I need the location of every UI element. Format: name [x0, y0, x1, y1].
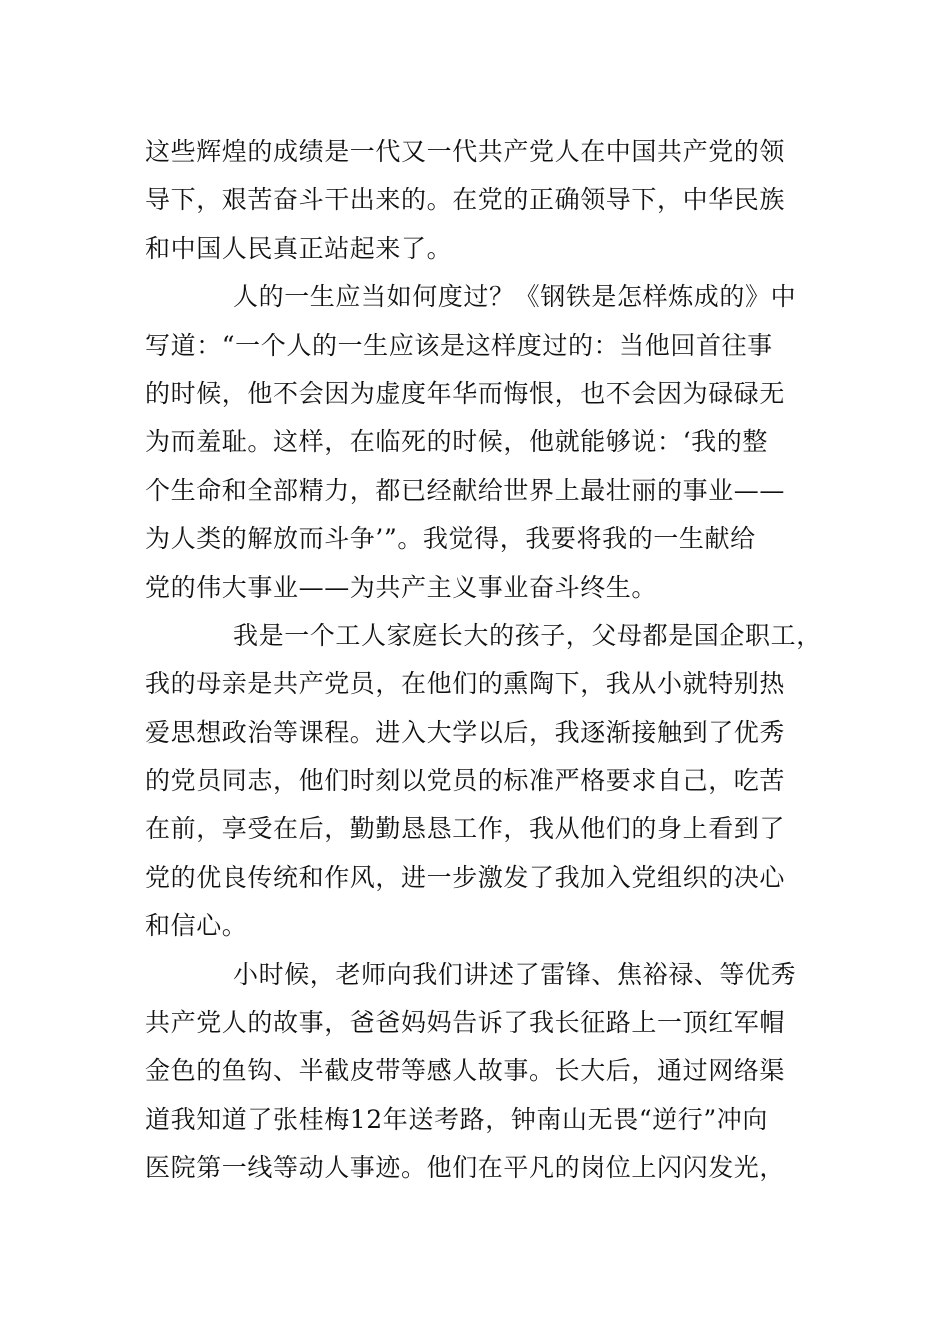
paragraph-line: 个生命和全部精力，都已经献给世界上最壮丽的事业——: [145, 475, 786, 505]
paragraph-line: 导下，艰苦奋斗干出来的。在党的正确领导下，中华民族: [145, 185, 786, 215]
paragraph-line: 和中国人民真正站起来了。: [145, 233, 453, 263]
paragraph-line: 为而羞耻。这样，在临死的时候，他就能够说：‘我的整: [145, 427, 768, 457]
paragraph-4: [145, 951, 810, 1193]
paragraph-1: [145, 128, 810, 273]
paragraph-line: 在前，享受在后，勤勤恳恳工作，我从他们的身上看到了: [145, 814, 786, 844]
paragraph-line: 共产党人的故事，爸爸妈妈告诉了我长征路上一顶红军帽: [145, 1008, 786, 1038]
paragraph-line: 的党员同志，他们时刻以党员的标准严格要求自己，吃苦: [145, 766, 786, 796]
paragraph-2: [145, 273, 810, 612]
paragraph-line: 为人类的解放而斗争’”。我觉得，我要将我的一生献给: [145, 524, 756, 554]
paragraph-line: 写道：“一个人的一生应该是这样度过的：当他回首往事: [145, 330, 773, 360]
document-body: [145, 128, 822, 1193]
paragraph-line: 爱思想政治等课程。进入大学以后，我逐渐接触到了优秀: [145, 717, 786, 747]
paragraph-line: 和信心。: [145, 911, 248, 941]
paragraph-line: 道我知道了张桂梅12年送考路，钟南山无畏“逆行”冲向: [145, 1104, 768, 1134]
paragraph-line: 的时候，他不会因为虚度年华而悔恨，也不会因为碌碌无: [145, 378, 786, 408]
paragraph-line: 医院第一线等动人事迹。他们在平凡的岗位上闪闪发光，: [145, 1153, 786, 1183]
paragraph-line: 金色的鱼钩、半截皮带等感人故事。长大后，通过网络渠: [145, 1056, 786, 1086]
paragraph-line: 党的伟大事业——为共产主义事业奋斗终生。: [145, 572, 658, 602]
paragraph-line: 小时候，老师向我们讲述了雷锋、焦裕禄、等优秀: [233, 959, 797, 989]
paragraph-line: 我是一个工人家庭长大的孩子，父母都是国企职工，: [233, 620, 822, 650]
paragraph-line: 人的一生应当如何度过？《钢铁是怎样炼成的》中: [233, 282, 797, 312]
paragraph-line: 这些辉煌的成绩是一代又一代共产党人在中国共产党的领: [145, 137, 786, 166]
paragraph-3: [145, 612, 822, 951]
paragraph-line: 我的母亲是共产党员，在他们的熏陶下，我从小就特别热: [145, 669, 786, 699]
paragraph-line: 党的优良传统和作风，进一步激发了我加入党组织的决心: [145, 862, 786, 892]
